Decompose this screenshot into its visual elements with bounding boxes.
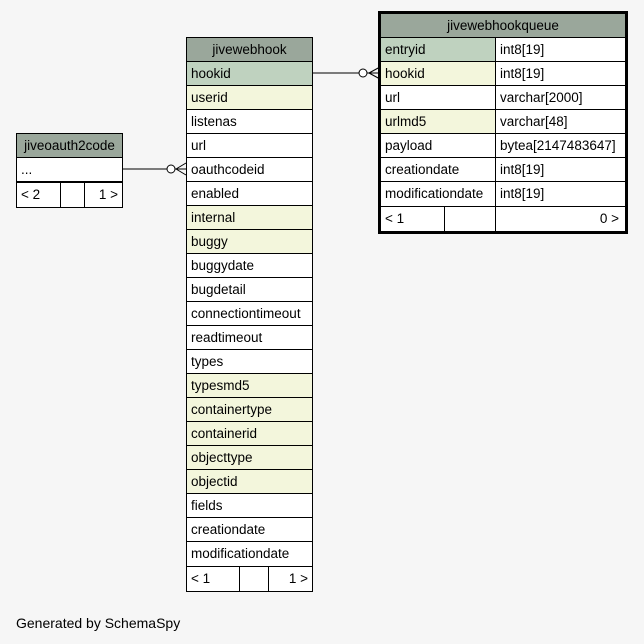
- column-list: [187, 62, 312, 566]
- table-title[interactable]: jivewebhookqueue: [381, 14, 625, 38]
- column-row[interactable]: [187, 518, 312, 542]
- column-type: bytea[2147483647]: [500, 138, 616, 153]
- column-row[interactable]: [187, 470, 312, 494]
- parent-count: < 1: [381, 207, 445, 231]
- column-row[interactable]: [187, 254, 312, 278]
- column-name: objectid: [191, 474, 238, 489]
- column-name: containerid: [191, 426, 258, 441]
- column-row[interactable]: [17, 158, 122, 182]
- column-name: containertype: [191, 402, 273, 417]
- table-footer: [17, 182, 122, 207]
- column-name: modificationdate: [191, 546, 290, 561]
- generated-by-label: Generated by SchemaSpy: [16, 615, 181, 631]
- column-row[interactable]: [381, 86, 625, 110]
- table-title[interactable]: jivewebhook: [187, 38, 312, 62]
- column-row[interactable]: [381, 158, 625, 182]
- column-row[interactable]: [187, 86, 312, 110]
- column-name: fields: [191, 498, 223, 513]
- column-row[interactable]: [381, 134, 625, 158]
- column-row[interactable]: [187, 278, 312, 302]
- column-row[interactable]: [187, 494, 312, 518]
- column-row[interactable]: [187, 374, 312, 398]
- column-name: entryid: [381, 38, 496, 61]
- column-type: int8[19]: [500, 42, 545, 57]
- link-jivewebhook-to-jivewebhookqueue: [312, 67, 380, 79]
- column-name: payload: [381, 134, 496, 157]
- child-count: 1 >: [98, 187, 118, 202]
- child-count: 1 >: [288, 571, 308, 586]
- column-row[interactable]: [187, 230, 312, 254]
- column-name: userid: [191, 90, 228, 105]
- column-type: int8[19]: [500, 162, 545, 177]
- table-footer: [187, 566, 312, 591]
- column-row[interactable]: [187, 158, 312, 182]
- column-type: int8[19]: [500, 186, 545, 201]
- column-name: buggy: [191, 234, 228, 249]
- table-jivewebhookqueue[interactable]: [378, 11, 628, 234]
- column-name: hookid: [191, 66, 231, 81]
- column-name: objecttype: [191, 450, 253, 465]
- column-name: oauthcodeid: [191, 162, 265, 177]
- column-row[interactable]: [187, 302, 312, 326]
- column-name: buggydate: [191, 258, 255, 273]
- column-row[interactable]: [187, 350, 312, 374]
- column-name: url: [381, 86, 496, 109]
- column-row[interactable]: [381, 38, 625, 62]
- column-name: hookid: [381, 62, 496, 85]
- column-row[interactable]: [187, 326, 312, 350]
- column-row[interactable]: [187, 542, 312, 566]
- table-jivewebhook[interactable]: [186, 37, 313, 592]
- column-row[interactable]: [187, 422, 312, 446]
- column-name: typesmd5: [191, 378, 250, 393]
- column-name: bugdetail: [191, 282, 246, 297]
- column-list: [381, 38, 625, 206]
- column-row[interactable]: [187, 182, 312, 206]
- column-name: connectiontimeout: [191, 306, 301, 321]
- column-row[interactable]: [187, 110, 312, 134]
- column-type: varchar[2000]: [500, 90, 583, 105]
- column-name: internal: [191, 210, 236, 225]
- footer-spacer: [61, 183, 85, 207]
- column-name: ...: [21, 162, 33, 177]
- column-name: modificationdate: [381, 182, 496, 206]
- column-row[interactable]: [381, 62, 625, 86]
- footer-spacer: [240, 567, 269, 591]
- column-row[interactable]: [381, 182, 625, 206]
- footer-spacer: [445, 207, 496, 231]
- column-name: url: [191, 138, 207, 153]
- child-count: 0 >: [599, 211, 619, 226]
- column-row[interactable]: [187, 134, 312, 158]
- column-name: readtimeout: [191, 330, 263, 345]
- column-type: varchar[48]: [500, 114, 568, 129]
- column-name: creationdate: [381, 158, 496, 181]
- parent-count: < 2: [17, 183, 61, 207]
- table-jiveoauth2code[interactable]: [16, 133, 123, 208]
- column-name: urlmd5: [381, 110, 496, 133]
- column-row[interactable]: [381, 110, 625, 134]
- column-name: creationdate: [191, 522, 266, 537]
- link-jiveoauth2code-to-jivewebhook: [122, 163, 186, 175]
- column-row[interactable]: [187, 62, 312, 86]
- column-type: int8[19]: [500, 66, 545, 81]
- parent-count: < 1: [187, 567, 240, 591]
- column-name: listenas: [191, 114, 237, 129]
- table-footer: [381, 206, 625, 231]
- column-row[interactable]: [187, 206, 312, 230]
- column-row[interactable]: [187, 398, 312, 422]
- column-row[interactable]: [187, 446, 312, 470]
- column-name: enabled: [191, 186, 240, 201]
- table-title[interactable]: jiveoauth2code: [17, 134, 122, 158]
- column-name: types: [191, 354, 224, 369]
